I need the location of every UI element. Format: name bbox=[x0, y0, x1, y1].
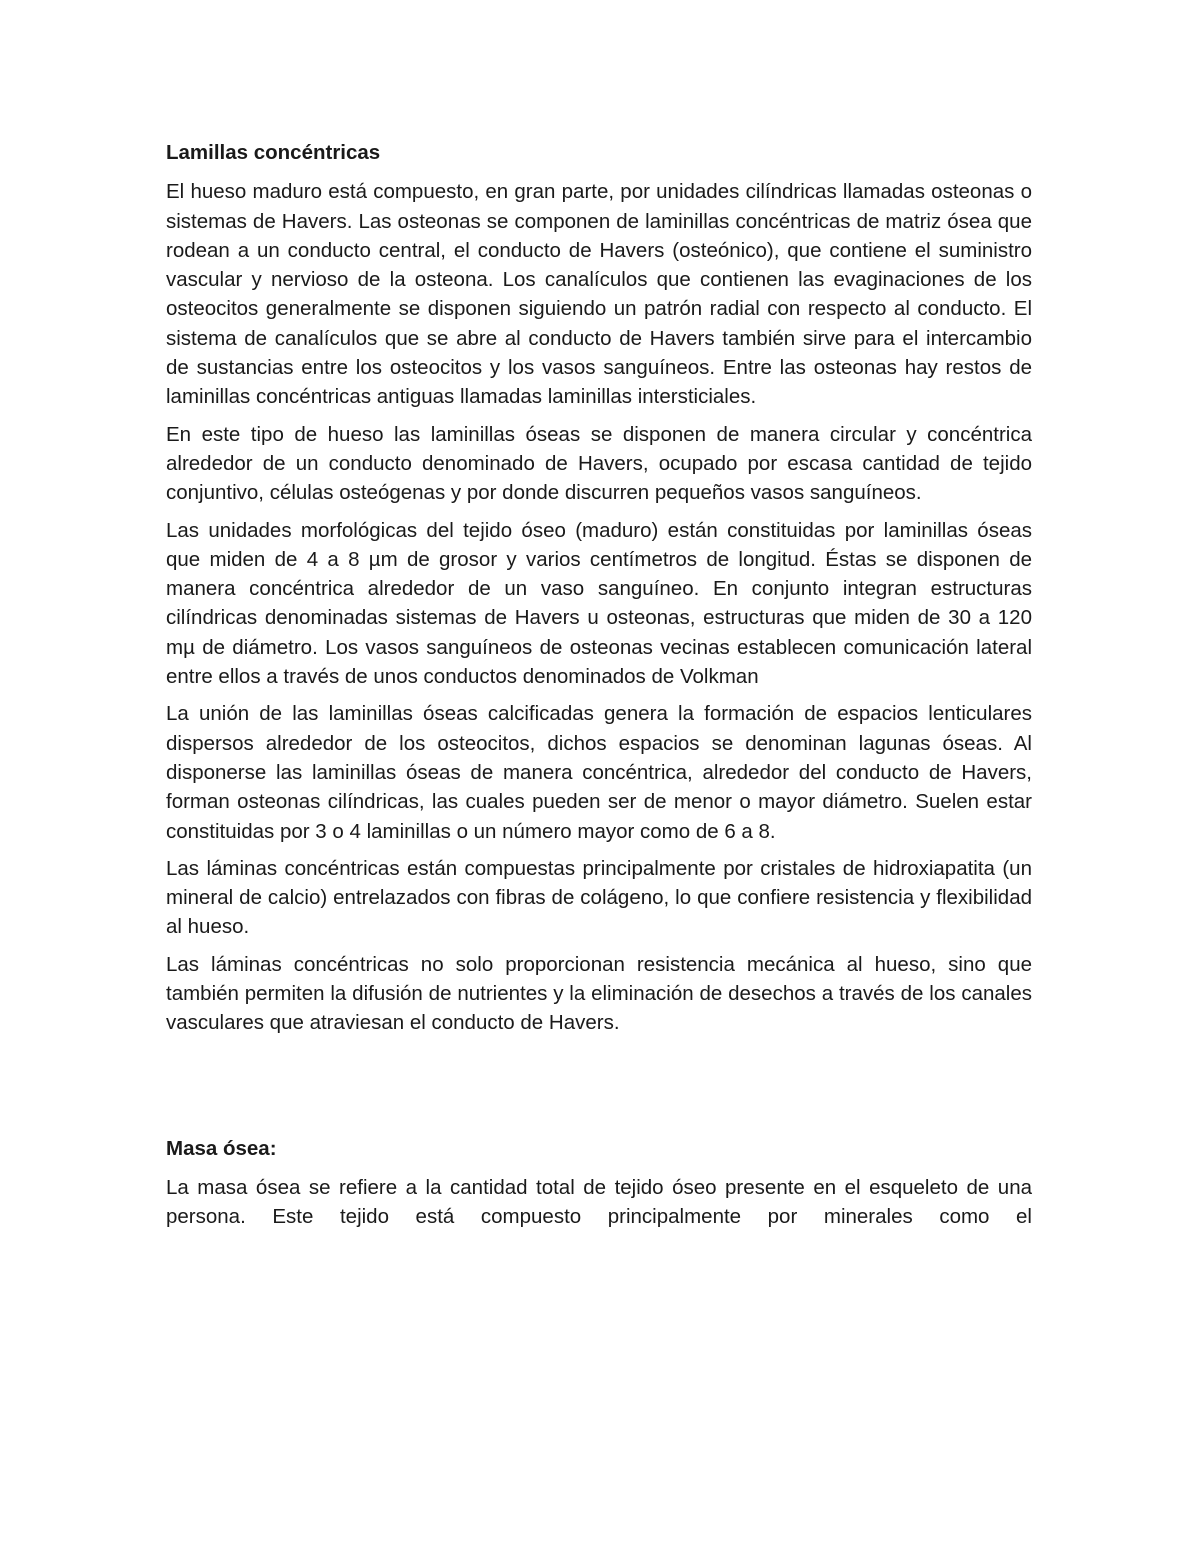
paragraph: Las láminas concéntricas están compuestas principalmente por cristales de hidroxiapatita (un mineral de calcio) entrelazados con fibras de colágeno, lo que confiere resistencia y flexibilidad al hueso. bbox=[166, 856, 1032, 939]
section-heading-masa-osea: Masa ósea: bbox=[166, 1136, 277, 1160]
paragraph: La unión de las laminillas óseas calcificadas genera la formación de espacios lenticulares dispersos alrededor de los osteocitos, dichos espacios se denominan lagunas óseas. Al disponerse las laminillas óseas de manera concéntrica, alrededor del conducto de Havers, forman osteonas cilíndricas, las cuales pueden ser de menor o mayor diámetro. Suelen estar constituidas por 3 o 4 laminillas o un número mayor como de 6 a 8. bbox=[166, 702, 1032, 843]
document-page bbox=[166, 138, 1032, 1240]
paragraph: Las unidades morfológicas del tejido óseo (maduro) están constituidas por laminillas óseas que miden de 4 a 8 µm de grosor y varios centímetros de longitud. Éstas se disponen de manera concéntrica alrededor de un vaso sanguíneo. En conjunto integran estructuras cilíndricas denominadas sistemas de Havers u osteonas, estructuras que miden de 30 a 120 mµ de diámetro. Los vasos sanguíneos de osteonas vecinas establecen comunicación lateral entre ellos a través de unos conductos denominados de Volkman bbox=[166, 518, 1032, 689]
paragraph: En este tipo de hueso las laminillas óseas se disponen de manera circular y concéntrica alrededor de un conducto denominado de Havers, ocupado por escasa cantidad de tejido conjuntivo, células osteógenas y por donde discurren pequeños vasos sanguíneos. bbox=[166, 422, 1032, 505]
section-heading-lamillas: Lamillas concéntricas bbox=[166, 141, 381, 164]
paragraph: El hueso maduro está compuesto, en gran parte, por unidades cilíndricas llamadas osteonas o sistemas de Havers. Las osteonas se componen de laminillas concéntricas de matriz ósea que rodean a un conducto central, el conducto de Havers (osteónico), que contiene el suministro vascular y nervioso de la osteona. Los canalículos que contienen las evaginaciones de los osteocitos generalmente se disponen siguiendo un patrón radial con respecto al conducto. El sistema de canalículos que se abre al conducto de Havers también sirve para el intercambio de sustancias entre los osteocitos y los vasos sanguíneos. Entre las osteonas hay restos de laminillas concéntricas antiguas llamadas laminillas intersticiales. bbox=[166, 180, 1032, 409]
paragraph: Las láminas concéntricas no solo proporcionan resistencia mecánica al hueso, sino que también permiten la difusión de nutrientes y la eliminación de desechos a través de los canales vasculares que atraviesan el conducto de Havers. bbox=[166, 952, 1032, 1035]
paragraph: La masa ósea se refiere a la cantidad total de tejido óseo presente en el esqueleto de una persona. Este tejido está compuesto principalmente por minerales como el bbox=[166, 1175, 1032, 1229]
blank-space bbox=[166, 1046, 1032, 1134]
